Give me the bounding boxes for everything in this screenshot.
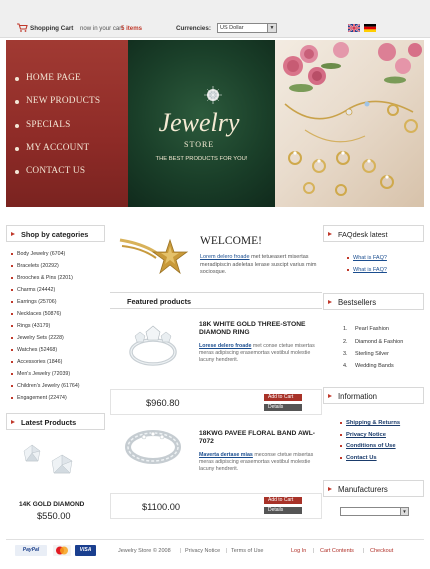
manufacturers-header [323, 480, 424, 497]
categories-header [6, 225, 105, 242]
arrow-bullet-icon [328, 394, 332, 398]
cart-count[interactable]: 5 items [121, 25, 143, 32]
arrow-bullet-icon [11, 420, 15, 424]
category-item[interactable]: Necklaces (50876) [17, 311, 62, 317]
bestseller-rank: 2. [343, 339, 348, 345]
product-image-ring-1[interactable] [122, 320, 184, 370]
product-name-1[interactable]: 18K WHITE GOLD THREE-STONE DIAMOND RING [199, 321, 306, 336]
faq-link-2[interactable]: What is FAQ? [353, 267, 387, 273]
paypal-logo: PayPal [15, 545, 47, 556]
category-item[interactable]: Brooches & Pins (2201) [17, 275, 73, 281]
product-price-row-1 [110, 389, 322, 415]
manufacturers-title: Manufacturers [338, 485, 388, 494]
bestseller-item[interactable]: Pearl Fashion [355, 326, 389, 332]
bestseller-item[interactable]: Sterling Silver [355, 351, 389, 357]
information-title: Information [338, 392, 378, 401]
latest-product-name[interactable]: 14K GOLD DIAMOND [19, 501, 85, 508]
nav-contact-us[interactable]: CONTACT US [26, 166, 86, 176]
diamond-icon [204, 86, 222, 104]
category-item[interactable]: Earrings (25706) [17, 299, 57, 305]
main-nav [6, 40, 128, 207]
bestseller-rank: 3. [343, 351, 348, 357]
info-link-contact[interactable]: Contact Us [346, 455, 377, 461]
nav-my-account[interactable]: MY ACCOUNT [26, 143, 90, 153]
nav-specials[interactable]: SPECIALS [26, 120, 71, 130]
footer-separator: | [313, 548, 315, 554]
logo-subtitle: STORE [184, 140, 215, 149]
category-item[interactable]: Watches (52468) [17, 347, 58, 353]
details-button-1[interactable]: Details [264, 404, 302, 411]
footer-terms-link[interactable]: Terms of Use [231, 548, 264, 554]
info-link-privacy[interactable]: Privacy Notice [346, 432, 386, 438]
arrow-bullet-icon [328, 487, 332, 491]
footer-login-link[interactable]: Log In [291, 548, 307, 554]
shooting-star-image [118, 232, 190, 278]
category-item[interactable]: Jewelry Sets (2228) [17, 335, 64, 341]
featured-title: Featured products [127, 297, 192, 306]
latest-products-header [6, 413, 105, 430]
nav-new-products[interactable]: NEW PRODUCTS [26, 96, 101, 106]
nav-bullet-icon [15, 170, 19, 174]
product-price-1: $960.80 [146, 398, 180, 408]
visa-logo: VISA [75, 545, 96, 556]
nav-bullet-icon [15, 147, 19, 151]
information-header [323, 387, 424, 404]
info-link-conditions[interactable]: Conditions of Use [346, 443, 396, 449]
store-logo[interactable] [128, 40, 275, 207]
welcome-link[interactable]: Lorem delero froade [200, 254, 250, 260]
chevron-down-icon: ▼ [267, 24, 276, 32]
bestseller-rank: 1. [343, 326, 348, 332]
product-name-2[interactable]: 18KWG PAVEE FLORAL BAND AWL-7072 [199, 430, 316, 445]
category-item[interactable]: Rings (43179) [17, 323, 51, 329]
footer-separator: | [363, 548, 365, 554]
bestseller-item[interactable]: Wedding Bands [355, 363, 394, 369]
category-item[interactable]: Engagement (22474) [17, 395, 67, 401]
product-desc-1 [199, 343, 319, 364]
jewelry-photo [275, 40, 424, 207]
bestsellers-header [323, 293, 424, 310]
product-image-ring-2[interactable] [122, 425, 184, 469]
shopping-cart-link[interactable]: Shopping Cart [30, 25, 74, 32]
featured-header [110, 292, 322, 309]
info-link-shipping[interactable]: Shipping & Returns [346, 420, 401, 426]
jewelry-photo-image [275, 40, 424, 207]
nav-bullet-icon [15, 77, 19, 81]
currency-select[interactable] [217, 23, 277, 33]
product-price-2: $1100.00 [142, 502, 181, 512]
footer-cart-link[interactable]: Cart Contents [320, 548, 354, 554]
top-bar [0, 0, 430, 38]
category-item[interactable]: Men's Jewelry (72039) [17, 371, 71, 377]
product-link-2[interactable]: Maverta dertase mias [199, 452, 253, 458]
welcome-text [200, 254, 325, 277]
footer-checkout-link[interactable]: Checkout [370, 548, 394, 554]
currency-selected-value: US Dollar [220, 25, 244, 31]
footer-copyright: Jewelry Store © 2008 [118, 548, 171, 554]
categories-title: Shop by categories [21, 230, 89, 239]
category-item[interactable]: Bracelets (20292) [17, 263, 59, 269]
nav-bullet-icon [15, 124, 19, 128]
arrow-bullet-icon [11, 232, 15, 236]
latest-products-title: Latest Products [21, 418, 77, 427]
product-desc-text-2: meconse ctetue misertas meras adipiscing erasemortas vestibul molestie lacuny hendrerit. [199, 452, 314, 472]
footer-privacy-link[interactable]: Privacy Notice [185, 548, 221, 554]
product-desc-text-1: met conse ctetue misertas meras adipiscing erasemortas vestibul molestie lacuny hendrerit. [199, 343, 315, 363]
latest-product-image[interactable] [18, 441, 82, 481]
uk-flag-icon[interactable] [348, 24, 360, 32]
cart-status-text: now in your cart [80, 25, 124, 32]
welcome-title: WELCOME! [200, 235, 262, 247]
faq-title: FAQdesk latest [338, 230, 388, 239]
arrow-bullet-icon [328, 232, 332, 236]
arrow-bullet-icon [328, 300, 332, 304]
category-item[interactable]: Accessories (1846) [17, 359, 63, 365]
nav-bullet-icon [15, 100, 19, 104]
logo-tagline: THE BEST PRODUCTS FOR YOU! [155, 156, 248, 162]
details-button-2[interactable]: Details [264, 507, 302, 514]
welcome-body: met tetueasert misertas meradipiscin adeletas lerase suscipt varius mim sociosque. [200, 254, 317, 276]
bestsellers-title: Bestsellers [338, 298, 377, 307]
footer-separator: | [226, 548, 228, 554]
chevron-down-icon: ▼ [400, 508, 408, 515]
bestseller-item[interactable]: Diamond & Fashion [355, 339, 404, 345]
category-item[interactable]: Children's Jewelry (61764) [17, 383, 80, 389]
footer-separator: | [180, 548, 182, 554]
german-flag-icon[interactable] [364, 24, 376, 32]
shopping-cart-icon[interactable] [17, 23, 28, 32]
bestseller-rank: 4. [343, 363, 348, 369]
hero-banner [6, 40, 424, 207]
footer-divider [6, 539, 424, 540]
logo-title: Jewelry [158, 108, 240, 137]
product-desc-2 [199, 452, 319, 473]
category-item[interactable]: Charms (24442) [17, 287, 56, 293]
add-to-cart-button-1[interactable]: Add to Cart [264, 394, 302, 401]
mastercard-icon [53, 545, 71, 556]
product-link-1[interactable]: Lorese delero froade [199, 343, 252, 349]
faq-header [323, 225, 424, 242]
faq-link-1[interactable]: What is FAQ? [353, 255, 387, 261]
nav-home[interactable]: HOME PAGE [26, 73, 81, 83]
add-to-cart-button-2[interactable]: Add to Cart [264, 497, 302, 504]
manufacturers-select[interactable] [340, 507, 409, 516]
latest-product-price: $550.00 [37, 511, 71, 521]
category-item[interactable]: Body Jewelry (6704) [17, 251, 66, 257]
currencies-label: Currencies: [176, 25, 211, 32]
